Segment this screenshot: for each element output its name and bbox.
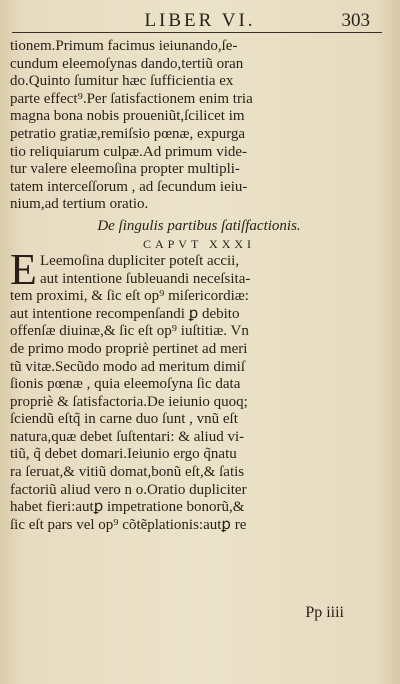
text-line: tiũ, q̃ debet domari.Ieiunio ergo q̃natu — [10, 446, 237, 463]
text-line: ſionis pœnæ , quia eleemoſyna ſic data — [10, 376, 241, 393]
text-line: factoriũ aliud vero n o.Oratio dupliciter — [10, 481, 247, 498]
text-line: propriè & ſatisfactoria.De ieiunio quoq; — [10, 393, 248, 410]
text-line: ſciendũ eſtq̃ in carne duo ſunt , vnũ eſt — [10, 411, 238, 428]
text-line: tur valere eleemoſina propter multipli- — [10, 161, 240, 178]
text-line: tem proximi, & ſic eſt op⁹ miſericordiæ: — [10, 288, 249, 305]
text-line: habet fieri:autꝑ impetratione bonorũ,& — [10, 499, 245, 516]
text-line: ra ſeruat,& vitiũ domat,bonũ eſt,& ſatis — [10, 464, 245, 481]
text-line: natura,quæ debet ſuſtentari: & aliud vi- — [10, 428, 245, 445]
text-line: Leemoſina dupliciter poteſt accii, — [40, 252, 240, 269]
text-line: tio reliquiarum culpæ.Ad primum vide- — [10, 143, 248, 160]
text-line: parte effect⁹.Per ſatisfactionem enim tria — [10, 90, 253, 107]
text-line: petratio gratiæ,remiſsio pœnæ, expurga — [10, 125, 246, 142]
text-line: tatem interceſſorum , ad ſecundum ieiu- — [10, 178, 248, 195]
body-text — [10, 38, 388, 534]
page-number: 303 — [341, 10, 370, 31]
text-line: do.Quinto ſumitur hæc ſufficientia ex — [10, 73, 234, 90]
text-line: tionem.Primum facimus ieiunando,ſe- — [10, 38, 238, 54]
text-line: tũ vitæ.Secũdo modo ad meritum dimiſ — [10, 358, 245, 375]
running-head: LIBER VI. — [144, 10, 256, 31]
text-line: nium,ad tertium oratio. — [10, 196, 149, 213]
signature-mark: Pp iiii — [305, 604, 344, 621]
paragraph-bottom — [10, 288, 388, 534]
dropcap-paragraph — [10, 244, 388, 294]
text-line: aut intentione recompenſandi ꝑ debito — [10, 305, 240, 322]
drop-cap-letter: E — [10, 244, 37, 294]
chapter-heading: CAPVT XXXI — [142, 236, 256, 251]
text-line: offenſæ diuinæ,& ſic eſt op⁹ iuſtitiæ. Vn — [10, 323, 249, 340]
text-line: cundum eleemoſynas dando,tertiũ oran — [10, 55, 244, 72]
header-rule — [12, 32, 382, 33]
text-line: ſic eſt pars vel op⁹ cõtẽplationis:autꝑ re — [10, 516, 247, 533]
text-line: de primo modo propriè pertinet ad meri — [10, 340, 248, 357]
text-line: magna bona nobis proueniũt,ſcilicet im — [10, 108, 245, 125]
paragraph-top — [10, 38, 388, 214]
section-subtitle: De ſingulis partibus ſatiſfactionis. — [97, 217, 301, 234]
text-line: aut intentione ſubleuandi neceſsita- — [40, 270, 251, 287]
page-header — [0, 6, 400, 32]
